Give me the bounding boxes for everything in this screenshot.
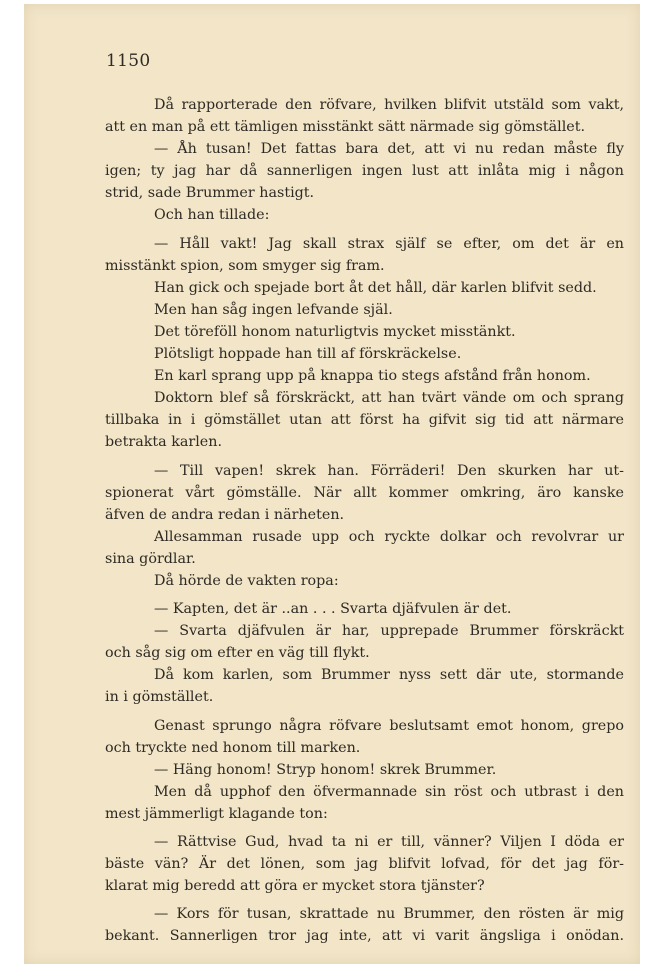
- text-line: och tryckte ned honom till marken.: [105, 739, 361, 756]
- text-line: — Svarta djäfvulen är har, upprepade Brummer förskräckt: [154, 623, 624, 640]
- text-line: bäste vän? Är det lönen, som jag blifvit lofvad, för det jag för-: [105, 856, 624, 873]
- body-text: [105, 94, 624, 947]
- text-line: Han gick och spejade bort åt det håll, där karlen blifvit sedd.: [154, 279, 597, 296]
- text-line: att en man på ett tämligen misstänkt sätt närmade sig gömstället.: [105, 119, 586, 136]
- text-line: — Kors för tusan, skrattade nu Brummer, den rösten är mig: [154, 906, 624, 923]
- text-line: äfven de andra redan i närheten.: [105, 506, 345, 523]
- text-line: Allesamman rusade upp och ryckte dolkar och revolvrar ur: [154, 528, 624, 545]
- text-line: Doktorn blef så förskräckt, att han tvärt vände om och sprang: [154, 390, 624, 407]
- page-number: 1150: [106, 51, 151, 71]
- text-line: Då hörde de vakten ropa:: [154, 572, 339, 589]
- text-line: Plötsligt hoppade han till af förskräckelse.: [154, 346, 462, 363]
- text-line: bekant. Sannerligen tror jag inte, att vi varit ängsliga i onödan.: [105, 928, 624, 945]
- text-line: Men då upphof den öfvermannade sin röst och utbrast i den: [154, 783, 624, 800]
- text-line: Det töreföll honom naturligtvis mycket misstänkt.: [154, 323, 516, 340]
- text-line: Och han tillade:: [154, 207, 270, 224]
- text-line: mest jämmerligt klagande ton:: [105, 805, 328, 822]
- text-line: betrakta karlen.: [105, 434, 222, 451]
- text-line: — Åh tusan! Det fattas bara det, att vi nu redan måste fly: [154, 141, 624, 158]
- text-line: misstänkt spion, som smyger sig fram.: [105, 257, 385, 274]
- text-line: En karl sprang upp på knappa tio stegs afstånd från honom.: [154, 368, 591, 385]
- text-line: och såg sig om efter en väg till flykt.: [105, 645, 370, 662]
- text-line: — Till vapen! skrek han. Förräderi! Den skurken har ut-: [154, 462, 624, 479]
- text-line: — Rättvise Gud, hvad ta ni er till, vänner? Viljen I döda er: [154, 834, 624, 850]
- text-line: tillbaka in i gömstället utan att först ha gifvit sig tid att närmare: [105, 412, 624, 429]
- text-line: Då kom karlen, som Brummer nyss sett där ute, stormande: [154, 667, 624, 684]
- text-line: Då rapporterade den röfvare, hvilken blifvit utstäld som vakt,: [154, 97, 624, 113]
- text-line: in i gömstället.: [105, 689, 214, 706]
- text-line: — Håll vakt! Jag skall strax själf se efter, om det är en: [154, 235, 624, 252]
- text-line: — Kapten, det är ..an . . . Svarta djäfvulen är det.: [154, 601, 512, 618]
- text-line: spionerat vårt gömställe. När allt kommer omkring, äro kanske: [105, 484, 624, 501]
- text-line: Men han såg ingen lefvande själ.: [154, 301, 393, 318]
- text-line: klarat mig beredd att göra er mycket stora tjänster?: [105, 878, 485, 895]
- text-line: sina gördlar.: [105, 550, 196, 567]
- text-line: Genast sprungo några röfvare beslutsamt emot honom, grepo: [154, 717, 624, 734]
- text-line: strid, sade Brummer hastigt.: [105, 185, 315, 202]
- text-line: — Häng honom! Stryp honom! skrek Brummer.: [154, 761, 497, 778]
- text-line: igen; ty jag har då sannerligen ingen lust att inlåta mig i någon: [105, 163, 624, 180]
- book-page: [24, 4, 640, 964]
